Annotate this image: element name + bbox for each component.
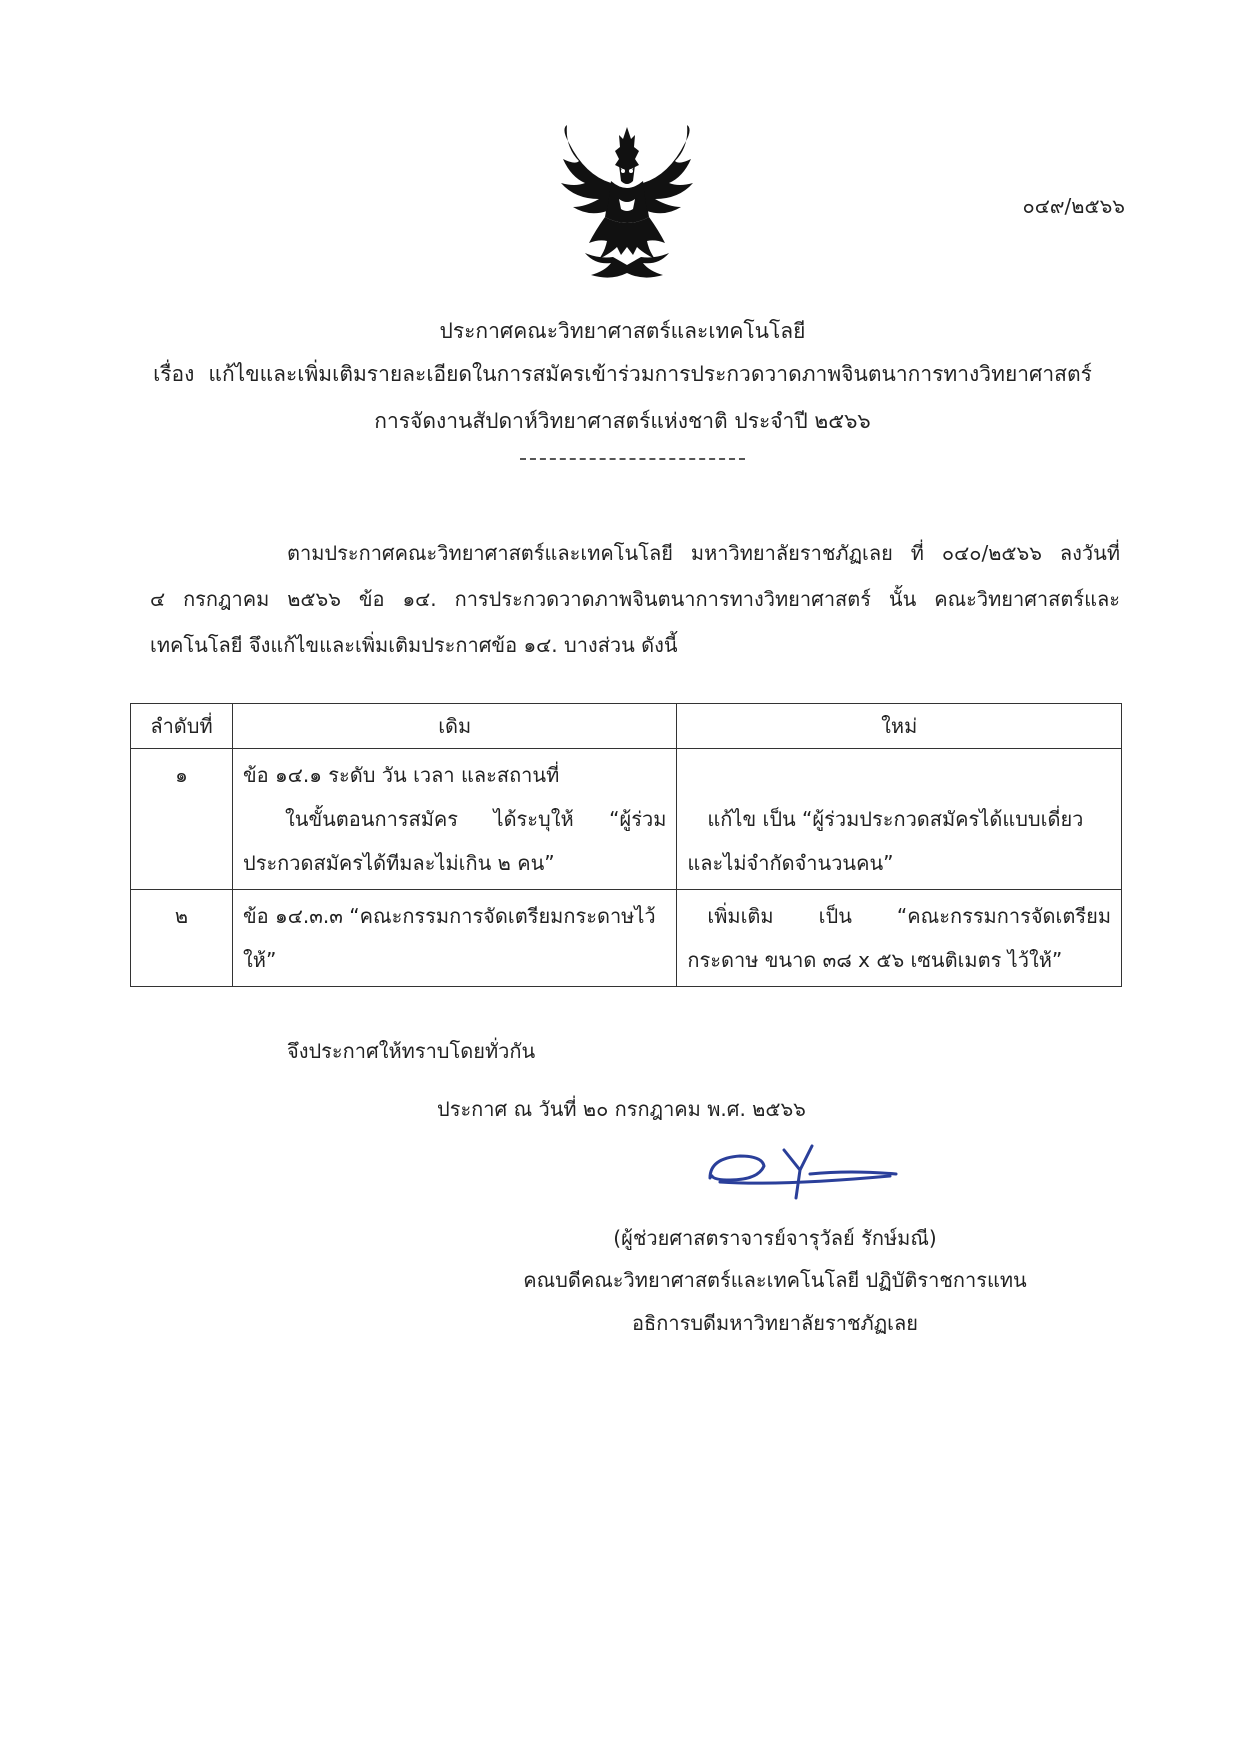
- column-header-number: ลำดับที่: [131, 704, 233, 749]
- subject-line-2: การจัดงานสัปดาห์วิทยาศาสตร์แห่งชาติ ประจำปี ๒๕๖๖: [374, 409, 871, 433]
- table-row: [131, 749, 1122, 890]
- row-number: ๑: [131, 749, 233, 890]
- paragraph-line: เทคโนโลยี จึงแก้ไขและเพิ่มเติมประกาศข้อ ๑๔. บางส่วน ดังนี้: [150, 633, 678, 657]
- closing-notice: จึงประกาศให้ทราบโดยทั่วกัน: [287, 1039, 536, 1063]
- column-header-original: เดิม: [233, 704, 677, 749]
- new-text-cell: [677, 749, 1122, 890]
- subject-line: [0, 358, 1245, 391]
- cell-line: ให้”: [243, 948, 277, 972]
- cell-line: ข้อ ๑๔.๓.๓ “คณะกรรมการจัดเตรียมกระดาษไว้: [243, 904, 656, 928]
- paragraph-line: ตามประกาศคณะวิทยาศาสตร์และเทคโนโลยี มหาวิทยาลัยราชภัฏเลย ที่ ๐๔๐/๒๕๖๖ ลงวันที่: [287, 541, 1120, 565]
- announcement-title: ประกาศคณะวิทยาศาสตร์และเทคโนโลยี: [439, 319, 806, 343]
- cell-line: เพิ่มเติม เป็น “คณะกรรมการจัดเตรียม: [707, 904, 1111, 928]
- title-divider: [520, 458, 745, 460]
- table-header-row: [131, 704, 1122, 749]
- document-number: ๐๔๙/๒๕๖๖: [1022, 194, 1125, 218]
- table-row: [131, 890, 1122, 987]
- cell-line: และไม่จำกัดจำนวนคน”: [687, 851, 894, 875]
- subject-text: แก้ไขและเพิ่มเติมรายละเอียดในการสมัครเข้าร่วมการประกวดวาดภาพจินตนาการทางวิทยาศาสตร์: [208, 362, 1092, 386]
- original-text-cell: [233, 749, 677, 890]
- body-paragraph: [150, 530, 1120, 668]
- cell-line: ข้อ ๑๔.๑ ระดับ วัน เวลา และสถานที่: [243, 763, 560, 787]
- announcement-date: ประกาศ ณ วันที่ ๒๐ กรกฎาคม พ.ศ. ๒๕๖๖: [437, 1097, 806, 1121]
- signatory-position: คณบดีคณะวิทยาศาสตร์และเทคโนโลยี ปฏิบัติราชการแทน: [523, 1268, 1027, 1292]
- cell-line: แก้ไข เป็น “ผู้ร่วมประกวดสมัครได้แบบเดี่ยว: [707, 807, 1084, 831]
- row-number: ๒: [131, 890, 233, 987]
- cell-line: ประกวดสมัครได้ทีมละไม่เกิน ๒ คน”: [243, 851, 555, 875]
- garuda-emblem-icon: [555, 125, 700, 285]
- column-header-new: ใหม่: [677, 704, 1122, 749]
- new-text-cell: [677, 890, 1122, 987]
- signatory-name: (ผู้ช่วยศาสตราจารย์จารุวัลย์ รักษ์มณี): [613, 1226, 937, 1250]
- amendment-table: [130, 703, 1122, 987]
- handwritten-signature: [700, 1140, 900, 1200]
- subject-label: เรื่อง: [153, 362, 195, 386]
- original-text-cell: [233, 890, 677, 987]
- cell-line: ในขั้นตอนการสมัคร ได้ระบุให้ “ผู้ร่วม: [285, 807, 667, 831]
- paragraph-line: ๔ กรกฎาคม ๒๕๖๖ ข้อ ๑๔. การประกวดวาดภาพจินตนาการทางวิทยาศาสตร์ นั้น คณะวิทยาศาสตร์และ: [150, 587, 1120, 611]
- cell-line: กระดาษ ขนาด ๓๘ x ๕๖ เซนติเมตร ไว้ให้”: [687, 948, 1063, 972]
- signatory-position-2: อธิการบดีมหาวิทยาลัยราชภัฏเลย: [632, 1311, 918, 1335]
